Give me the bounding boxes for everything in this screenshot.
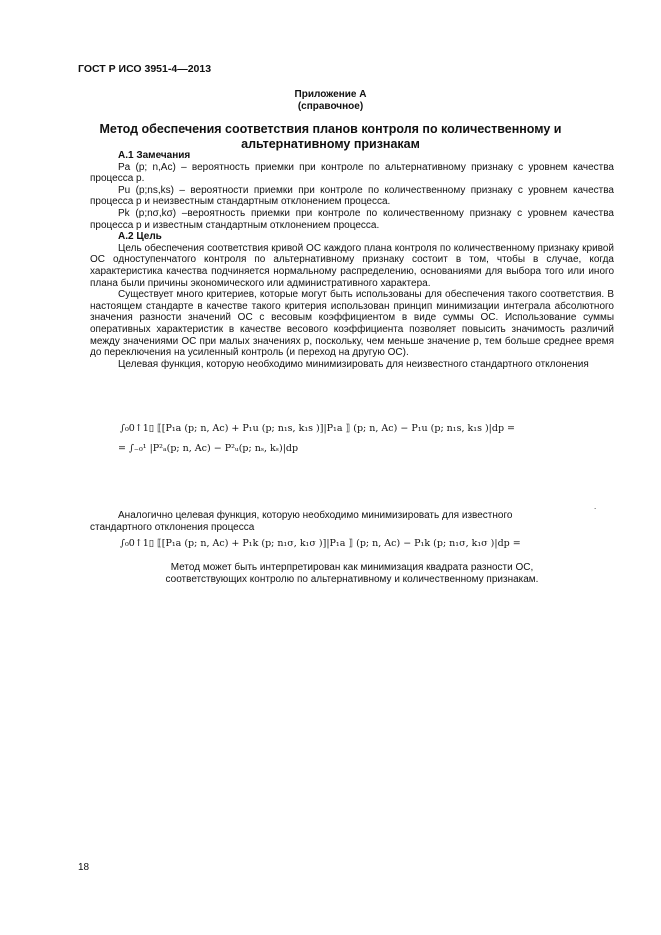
paragraph-objective-known-line-2: стандартного отклонения процесса: [90, 522, 255, 533]
paragraph-interpretation-line-1: Метод может быть интерпретирован как минимизация квадрата разности ОС,: [170, 562, 534, 573]
formula-2: ∫₀0↑1▯ ⟦[P₁a (p; n, Ac) + P₁k (p; n₁σ, k₁σ )]|P₁a ⟧ (p; n, Ac) − P₁k (p; n₁σ, k₁σ )|dp =: [120, 538, 521, 549]
section-heading-notes: А.1 Замечания: [118, 150, 191, 161]
paragraph-pk: Pk (p;nσ,kσ) –вероятность приемки при контроле по количественному признаку с уровнем качества процесса p и известным стандартным отклонением процесса.: [90, 207, 614, 231]
formula-1-line-1: ∫₀0↑1▯ ⟦[P₁a (p; n, Ac) + P₁u (p; n₁s, k₁s )]|P₁a ⟧ (p; n, Ac) − P₁u (p; n₁s, k₁s )|dp =: [120, 423, 516, 434]
paragraph-interpretation: [90, 562, 614, 586]
page-header-standard: ГОСТ Р ИСО 3951-4—2013: [78, 63, 212, 75]
main-title: [0, 122, 661, 152]
stray-dot: .: [594, 502, 597, 511]
body-text: [90, 150, 614, 370]
paragraph-criteria: Существует много критериев, которые могут быть использованы для обеспечения такого соответствия. В настоящем стандарте в качестве такого критерия использован принцип минимизации интеграла абсолютного значения разности значений ОС с весовым коэффициентом в виде суммы ОС. Использование суммы оперативных характеристик в качестве весового коэффициента позволяет повысить значимость различий между значениями ОС при малых значениях p, поскольку, чем меньше значение p, тем больше среднее время до переключения на усиленный контроль (и переход на другую ОС).: [90, 289, 614, 359]
paragraph-interpretation-line-2: соответствующих контролю по альтернативному и количественному признакам.: [165, 574, 539, 585]
page-number: 18: [78, 862, 90, 873]
main-title-text: Метод обеспечения соответствия планов контроля по количественному и альтернативному признакам: [99, 122, 562, 151]
formula-1-line-2: = ∫₋₀¹ |P²ₐ(p; n, Ac) − P²ᵤ(p; nₛ, kₛ)|dp: [118, 443, 299, 454]
section-heading-goal: А.2 Цель: [118, 231, 162, 243]
paragraph-objective-known-line-1: Аналогично целевая функция, которую необходимо минимизировать для известного: [118, 510, 513, 521]
annex-subtitle: (справочное): [297, 101, 364, 112]
paragraph-objective-unknown: Целевая функция, которую необходимо минимизировать для неизвестного стандартного отклонения: [118, 358, 589, 370]
paragraph-pu: Pu (p;ns,ks) – вероятности приемки при контроле по количественному признаку с уровнем качества процесса p и неизвестным стандартным отклонением процесса.: [90, 184, 614, 208]
paragraph-objective-known: [90, 510, 614, 534]
annex-title: Приложение А: [294, 89, 367, 100]
paragraph-pa: Pa (p; n,Ac) – вероятность приемки при контроле по альтернативному признаку с уровнем качества процесса p.: [90, 161, 614, 185]
paragraph-goal: Цель обеспечения соответствия кривой ОС каждого плана контроля по количественному признаку кривой ОС одноступенчатого контроля по альтернативному признаку состоит в том, чтобы в случае, когда характеристика качества подчиняется нормальному распределению, основаниями для выбора того или иного плана были причины экономического или административного характера.: [90, 242, 614, 289]
